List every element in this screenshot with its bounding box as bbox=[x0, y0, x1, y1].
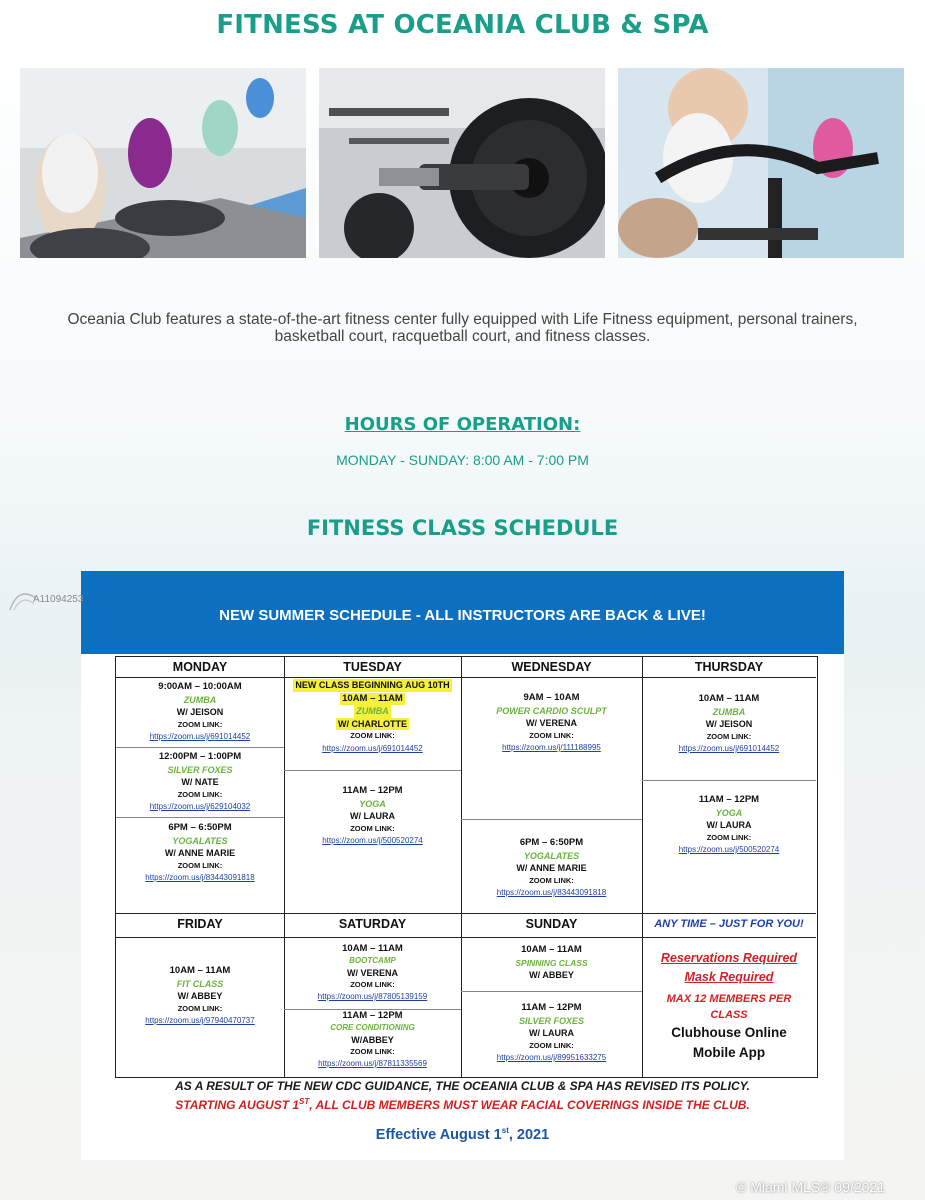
class-name: YOGA bbox=[715, 807, 743, 818]
schedule-poster bbox=[81, 571, 844, 1160]
zoom-link[interactable]: https://zoom.us/j/500520274 bbox=[678, 845, 780, 854]
zoom-label: ZOOM LINK: bbox=[177, 719, 223, 729]
max-members-note-2: CLASS bbox=[710, 1009, 748, 1021]
class-time: 10AM – 11AM bbox=[169, 965, 231, 976]
app-note: Clubhouse Online bbox=[671, 1025, 787, 1040]
zoom-label: ZOOM LINK: bbox=[529, 730, 574, 740]
class-time: 12:00PM – 1:00PM bbox=[158, 751, 242, 762]
zoom-label: ZOOM LINK: bbox=[350, 731, 395, 740]
class-instructor: W/ABBEY bbox=[351, 1035, 394, 1045]
day-header-saturday: SATURDAY bbox=[338, 917, 407, 931]
class-name: ZUMBA bbox=[356, 706, 389, 716]
intro-line-1: Oceania Club features a state-of-the-art fitness center fully equipped with Life Fitness equipment, personal trainers, bbox=[67, 311, 858, 328]
zoom-label: ZOOM LINK: bbox=[706, 832, 752, 842]
class-instructor: W/ VERENA bbox=[346, 968, 398, 978]
class-instructor: W/ ANNE MARIE bbox=[516, 863, 587, 873]
class-time: 10AM – 11AM bbox=[521, 944, 582, 955]
class-name: YOGALATES bbox=[523, 850, 580, 861]
zoom-label: ZOOM LINK: bbox=[706, 731, 752, 741]
class-wednesday-yogalates bbox=[461, 837, 642, 900]
zoom-link[interactable]: https://zoom.us/j/83443091818 bbox=[496, 888, 607, 897]
app-note-2: Mobile App bbox=[692, 1045, 766, 1060]
class-name: YOGA bbox=[359, 798, 386, 809]
class-name: YOGALATES bbox=[172, 835, 228, 846]
zoom-label: ZOOM LINK: bbox=[177, 789, 223, 799]
spinning-class-photo bbox=[618, 68, 904, 258]
class-time: 6PM – 6:50PM bbox=[168, 822, 232, 833]
class-name: BOOTCAMP bbox=[349, 956, 396, 965]
class-thursday-yoga bbox=[642, 794, 816, 857]
schedule-heading: FITNESS CLASS SCHEDULE bbox=[306, 516, 619, 540]
class-instructor: W/ VERENA bbox=[525, 718, 577, 728]
class-sunday-silver-foxes bbox=[461, 1002, 642, 1065]
intro-line-2: basketball court, racquetball court, and fitness classes. bbox=[274, 328, 651, 345]
class-sunday-spinning bbox=[461, 944, 642, 982]
class-time: 10AM – 11AM bbox=[698, 693, 760, 704]
zoom-label: ZOOM LINK: bbox=[529, 1040, 574, 1050]
weight-plates-photo bbox=[319, 68, 605, 258]
class-name: FIT CLASS bbox=[176, 978, 224, 989]
class-instructor: W/ CHARLOTTE bbox=[338, 718, 407, 729]
intro-text bbox=[15, 311, 910, 345]
class-instructor: W/ LAURA bbox=[706, 820, 752, 830]
class-instructor: W/ JEISON bbox=[176, 707, 224, 717]
zoom-label: ZOOM LINK: bbox=[529, 875, 574, 885]
zoom-link[interactable]: https://zoom.us/j/89951633275 bbox=[496, 1053, 607, 1062]
class-name: SILVER FOXES bbox=[518, 1015, 585, 1026]
class-name: CORE CONDITIONING bbox=[330, 1023, 415, 1032]
class-time: 6PM – 6:50PM bbox=[519, 837, 584, 848]
zoom-link[interactable]: https://zoom.us/j/87811335569 bbox=[318, 1059, 427, 1068]
class-tuesday-zumba bbox=[284, 679, 461, 755]
class-time: 11AM – 12PM bbox=[521, 1002, 582, 1013]
class-saturday-bootcamp bbox=[284, 943, 461, 1003]
class-name: SILVER FOXES bbox=[167, 764, 233, 775]
class-time: 11AM – 12PM bbox=[342, 785, 403, 796]
class-instructor: W/ LAURA bbox=[350, 811, 395, 821]
cdc-policy-note: AS A RESULT OF THE NEW CDC GUIDANCE, THE OCEANIA CLUB & SPA HAS REVISED ITS POLICY. bbox=[175, 1079, 750, 1093]
class-time: 11AM – 12PM bbox=[698, 794, 760, 805]
zoom-link[interactable]: https://zoom.us/j/691014452 bbox=[322, 743, 423, 753]
day-header-friday: FRIDAY bbox=[177, 917, 223, 931]
class-time: 10AM – 11AM bbox=[342, 943, 403, 954]
class-instructor: W/ ABBEY bbox=[529, 970, 574, 980]
page-title: FITNESS AT OCEANIA CLUB & SPA bbox=[216, 10, 709, 40]
day-header-sunday: SUNDAY bbox=[525, 917, 578, 931]
mask-policy-note: STARTING AUGUST 1ST, ALL CLUB MEMBERS MUST WEAR FACIAL COVERINGS INSIDE THE CLUB. bbox=[175, 1097, 750, 1112]
class-wednesday-power-cardio bbox=[461, 692, 642, 755]
copyright-watermark: © Miami MLS® 09/2021 bbox=[736, 1179, 886, 1195]
schedule-grid bbox=[115, 656, 818, 1078]
anytime-header: ANY TIME – JUST FOR YOU! bbox=[654, 918, 804, 930]
class-time: 9AM – 10AM bbox=[523, 692, 580, 703]
new-class-notice: NEW CLASS BEGINNING AUG 10TH bbox=[295, 680, 450, 690]
zoom-label: ZOOM LINK: bbox=[177, 860, 223, 870]
zoom-link[interactable]: https://zoom.us/j/500520274 bbox=[322, 836, 423, 845]
class-monday-zumba bbox=[116, 681, 284, 744]
class-name: SPINNING CLASS bbox=[515, 957, 588, 968]
mask-note: Mask Required bbox=[684, 970, 774, 984]
zoom-label: ZOOM LINK: bbox=[177, 1003, 223, 1013]
effective-date: Effective August 1st, 2021 bbox=[375, 1126, 550, 1143]
class-instructor: W/ ANNE MARIE bbox=[164, 848, 236, 858]
zoom-label: ZOOM LINK: bbox=[350, 980, 395, 989]
zoom-link[interactable]: https://zoom.us/j/87805139159 bbox=[317, 992, 428, 1001]
class-tuesday-yoga bbox=[284, 785, 461, 848]
class-friday-fit-class bbox=[116, 965, 284, 1028]
zoom-link[interactable]: https://zoom.us/j/691014452 bbox=[678, 744, 780, 753]
hours-heading: HOURS OF OPERATION: bbox=[344, 414, 581, 435]
class-saturday-core-conditioning bbox=[284, 1010, 461, 1070]
class-monday-yogalates bbox=[116, 822, 284, 885]
max-members-note: MAX 12 MEMBERS PER bbox=[666, 993, 792, 1005]
class-name: ZUMBA bbox=[183, 694, 217, 705]
zoom-label: ZOOM LINK: bbox=[350, 1047, 395, 1056]
zoom-link[interactable]: https://zoom.us/j/691014452 bbox=[149, 732, 251, 741]
reservations-note: Reservations Required bbox=[660, 951, 798, 965]
class-name: POWER CARDIO SCULPT bbox=[496, 705, 607, 716]
class-instructor: W/ ABBEY bbox=[177, 991, 223, 1001]
class-instructor: W/ NATE bbox=[181, 777, 219, 787]
zoom-link[interactable]: https://zoom.us/j/629104032 bbox=[149, 802, 251, 811]
club-notes bbox=[642, 949, 816, 1063]
day-header-wednesday: WEDNESDAY bbox=[511, 660, 592, 674]
class-time: 11AM – 12PM bbox=[342, 1010, 403, 1021]
class-time: 9:00AM – 10:00AM bbox=[158, 681, 242, 692]
class-instructor: W/ JEISON bbox=[705, 719, 753, 729]
zoom-link[interactable]: https://zoom.us/j/97940470737 bbox=[145, 1016, 255, 1025]
class-monday-silver-foxes bbox=[116, 751, 284, 814]
day-header-tuesday: TUESDAY bbox=[343, 660, 402, 674]
day-header-thursday: THURSDAY bbox=[694, 660, 764, 674]
class-name: ZUMBA bbox=[712, 706, 746, 717]
zoom-label: ZOOM LINK: bbox=[350, 823, 395, 833]
schedule-banner: NEW SUMMER SCHEDULE - ALL INSTRUCTORS ARE BACK & LIVE! bbox=[81, 571, 844, 654]
yoga-class-photo bbox=[20, 68, 306, 258]
class-thursday-zumba bbox=[642, 693, 816, 756]
day-header-monday: MONDAY bbox=[172, 660, 228, 674]
zoom-link[interactable]: https://zoom.us/j/111188995 bbox=[502, 743, 601, 752]
zoom-link[interactable]: https://zoom.us/j/83443091818 bbox=[145, 873, 255, 882]
hours-text: MONDAY - SUNDAY: 8:00 AM - 7:00 PM bbox=[336, 452, 589, 468]
class-instructor: W/ LAURA bbox=[529, 1028, 574, 1038]
listing-id-watermark: A11094253 bbox=[33, 594, 84, 605]
class-time: 10AM – 11AM bbox=[342, 692, 403, 704]
